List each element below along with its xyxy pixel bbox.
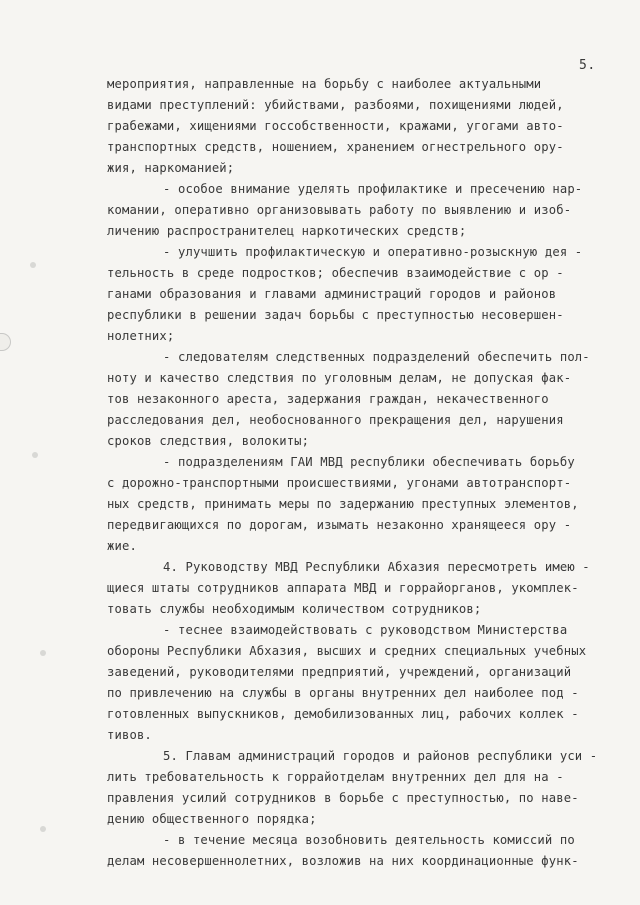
text-line: товать службы необходимым количеством сотрудников;	[107, 602, 482, 616]
text-line: комании, оперативно организовывать работу по выявлению и изоб-	[107, 203, 572, 217]
text-line: по привлечению на службы в органы внутренних дел наиболее под -	[107, 686, 579, 700]
text-line: готовленных выпускников, демобилизованных лиц, рабочих коллек -	[107, 707, 579, 721]
text-line: видами преступлений: убийствами, разбоями, похищениями людей,	[107, 98, 564, 112]
text-line: делам несовершеннолетних, возложив на них координационные функ-	[107, 854, 579, 868]
text-line: - в течение месяца возобновить деятельность комиссий по	[163, 833, 575, 847]
text-line: - подразделениям ГАИ МВД республики обеспечивать борьбу	[163, 455, 575, 469]
text-line: ганами образования и главами администраций городов и районов	[107, 287, 557, 301]
text-line: жия, наркоманией;	[107, 161, 235, 175]
text-line: - теснее взаимодействовать с руководством Министерства	[163, 623, 568, 637]
text-line: ноту и качество следствия по уголовным делам, не допуская фак-	[107, 371, 572, 385]
text-line: тивов.	[107, 728, 152, 742]
text-line: тов незаконного ареста, задержания граждан, некачественного	[107, 392, 549, 406]
text-line: 5. Главам администраций городов и районов республики уси -	[163, 749, 598, 763]
text-line: передвигающихся по дорогам, изымать незаконно хранящееся ору -	[107, 518, 572, 532]
text-line: обороны Республики Абхазия, высших и средних специальных учебных	[107, 644, 587, 658]
text-line: 4. Руководству МВД Республики Абхазия пересмотреть имею -	[163, 560, 590, 574]
text-line: правления усилий сотрудников в борьбе с преступностью, по наве-	[107, 791, 579, 805]
text-line: тельность в среде подростков; обеспечив взаимодействие с ор -	[107, 266, 564, 280]
text-line: жие.	[107, 539, 137, 553]
text-line: сроков следствия, волокиты;	[107, 434, 310, 448]
text-line: транспортных средств, ношением, хранением огнестрельного ору-	[107, 140, 564, 154]
text-line: лить требовательность к горрайотделам внутренних дел для на -	[107, 770, 564, 784]
text-line: - особое внимание уделять профилактике и пресечению нар-	[163, 182, 583, 196]
text-line: - следователям следственных подразделений обеспечить пол-	[163, 350, 590, 364]
text-line: заведений, руководителями предприятий, учреждений, организаций	[107, 665, 572, 679]
text-line: дению общественного порядка;	[107, 812, 317, 826]
text-line: ных средств, принимать меры по задержанию преступных элементов,	[107, 497, 579, 511]
text-line: мероприятия, направленные на борьбу с наиболее актуальными	[107, 77, 542, 91]
text-line: республики в решении задач борьбы с преступностью несовершен-	[107, 308, 564, 322]
text-line: нолетних;	[107, 329, 175, 343]
page-number: 5.	[579, 58, 596, 73]
text-line: грабежами, хищениями госсобственности, кражами, угогами авто-	[107, 119, 564, 133]
text-line: личению распространителец наркотических средств;	[107, 224, 467, 238]
text-line: - улучшить профилактическую и оперативно-розыскную дея -	[163, 245, 583, 259]
text-line: расследования дел, необоснованного прекращения дел, нарушения	[107, 413, 564, 427]
text-line: щиеся штаты сотрудников аппарата МВД и горрайорганов, укомплек-	[107, 581, 579, 595]
text-line: с дорожно-транспортными происшествиями, угонами автотранспорт-	[107, 476, 572, 490]
